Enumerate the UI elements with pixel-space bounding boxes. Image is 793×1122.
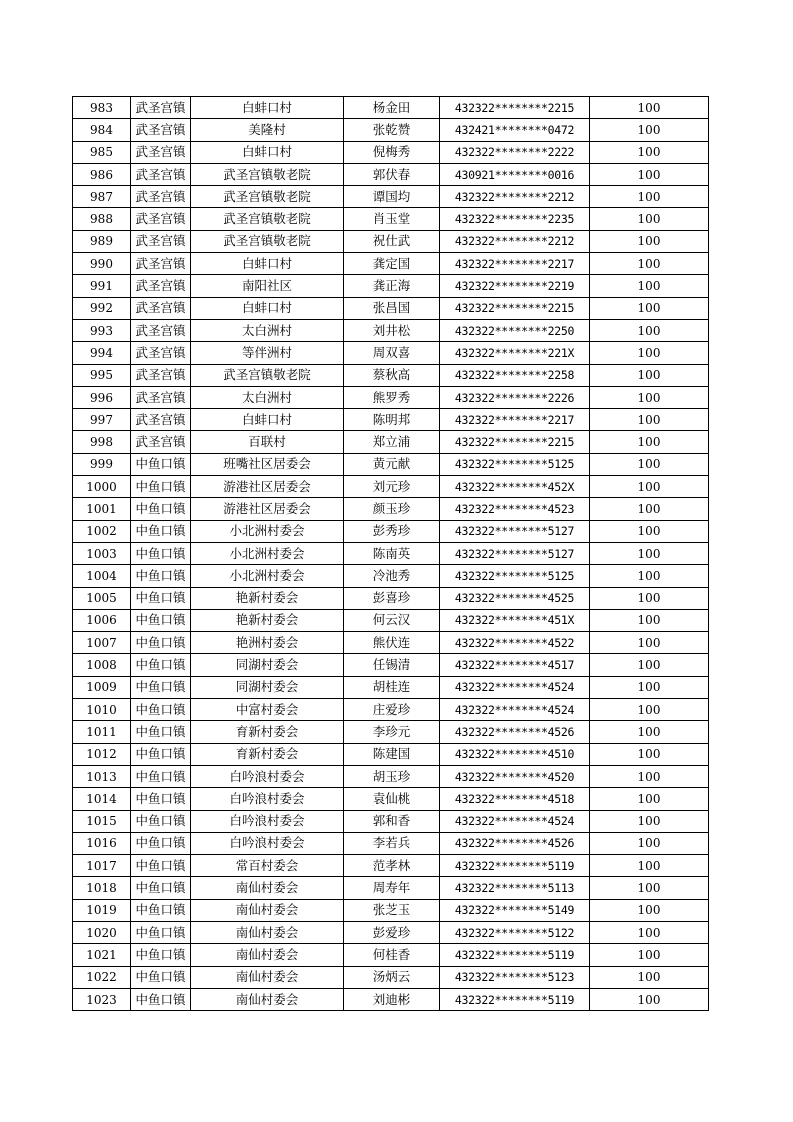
amount-cell: 100 <box>590 921 709 943</box>
table-body <box>73 97 709 1011</box>
id-number-cell: 432322********5123 <box>440 966 590 988</box>
id-number-cell: 432322********2217 <box>440 409 590 431</box>
village-cell: 白蚌口村 <box>191 253 344 275</box>
table-row <box>73 877 709 899</box>
village-cell: 常百村委会 <box>191 855 344 877</box>
person-name-cell: 冷池秀 <box>344 565 440 587</box>
amount-cell: 100 <box>590 476 709 498</box>
village-cell: 白吟浪村委会 <box>191 788 344 810</box>
town-cell: 中鱼口镇 <box>131 743 191 765</box>
id-number-cell: 432322********5125 <box>440 565 590 587</box>
town-cell: 中鱼口镇 <box>131 520 191 542</box>
row-number-cell: 1010 <box>73 699 131 721</box>
row-number-cell: 998 <box>73 431 131 453</box>
row-number-cell: 1021 <box>73 944 131 966</box>
amount-cell: 100 <box>590 721 709 743</box>
village-cell: 南仙村委会 <box>191 921 344 943</box>
town-cell: 中鱼口镇 <box>131 899 191 921</box>
row-number-cell: 1018 <box>73 877 131 899</box>
town-cell: 武圣宫镇 <box>131 386 191 408</box>
amount-cell: 100 <box>590 743 709 765</box>
person-name-cell: 郭和香 <box>344 810 440 832</box>
id-number-cell: 432322********2212 <box>440 230 590 252</box>
table-row <box>73 632 709 654</box>
table-row <box>73 921 709 943</box>
person-name-cell: 肖玉堂 <box>344 208 440 230</box>
table-row <box>73 966 709 988</box>
town-cell: 中鱼口镇 <box>131 699 191 721</box>
town-cell: 武圣宫镇 <box>131 186 191 208</box>
village-cell: 白吟浪村委会 <box>191 810 344 832</box>
id-number-cell: 432322********451X <box>440 609 590 631</box>
id-number-cell: 432322********4518 <box>440 788 590 810</box>
table-row <box>73 476 709 498</box>
id-number-cell: 432322********4526 <box>440 721 590 743</box>
village-cell: 游港社区居委会 <box>191 498 344 520</box>
id-number-cell: 432322********2258 <box>440 364 590 386</box>
id-number-cell: 432322********4517 <box>440 654 590 676</box>
row-number-cell: 1009 <box>73 676 131 698</box>
id-number-cell: 432322********2215 <box>440 297 590 319</box>
person-name-cell: 龚定国 <box>344 253 440 275</box>
town-cell: 中鱼口镇 <box>131 721 191 743</box>
table-row <box>73 988 709 1010</box>
table-row <box>73 97 709 119</box>
village-cell: 育新村委会 <box>191 721 344 743</box>
id-number-cell: 432322********5119 <box>440 855 590 877</box>
amount-cell: 100 <box>590 520 709 542</box>
town-cell: 武圣宫镇 <box>131 319 191 341</box>
amount-cell: 100 <box>590 966 709 988</box>
row-number-cell: 1015 <box>73 810 131 832</box>
row-number-cell: 985 <box>73 141 131 163</box>
row-number-cell: 983 <box>73 97 131 119</box>
row-number-cell: 1001 <box>73 498 131 520</box>
town-cell: 中鱼口镇 <box>131 632 191 654</box>
table-row <box>73 542 709 564</box>
amount-cell: 100 <box>590 587 709 609</box>
village-cell: 美隆村 <box>191 119 344 141</box>
village-cell: 艳新村委会 <box>191 609 344 631</box>
id-number-cell: 432322********2212 <box>440 186 590 208</box>
village-cell: 武圣宫镇敬老院 <box>191 230 344 252</box>
row-number-cell: 1011 <box>73 721 131 743</box>
person-name-cell: 任锡清 <box>344 654 440 676</box>
subsidy-list-table <box>72 96 709 1011</box>
amount-cell: 100 <box>590 944 709 966</box>
amount-cell: 100 <box>590 163 709 185</box>
id-number-cell: 432322********2250 <box>440 319 590 341</box>
town-cell: 武圣宫镇 <box>131 409 191 431</box>
village-cell: 白蚌口村 <box>191 297 344 319</box>
table-row <box>73 520 709 542</box>
village-cell: 武圣宫镇敬老院 <box>191 208 344 230</box>
village-cell: 百联村 <box>191 431 344 453</box>
id-number-cell: 432322********2235 <box>440 208 590 230</box>
amount-cell: 100 <box>590 297 709 319</box>
id-number-cell: 432322********4522 <box>440 632 590 654</box>
village-cell: 同湖村委会 <box>191 654 344 676</box>
amount-cell: 100 <box>590 676 709 698</box>
table-row <box>73 587 709 609</box>
table-row <box>73 275 709 297</box>
town-cell: 武圣宫镇 <box>131 342 191 364</box>
id-number-cell: 432322********2226 <box>440 386 590 408</box>
village-cell: 南仙村委会 <box>191 944 344 966</box>
person-name-cell: 张昌国 <box>344 297 440 319</box>
amount-cell: 100 <box>590 364 709 386</box>
amount-cell: 100 <box>590 498 709 520</box>
row-number-cell: 991 <box>73 275 131 297</box>
village-cell: 艳洲村委会 <box>191 632 344 654</box>
amount-cell: 100 <box>590 832 709 854</box>
row-number-cell: 1005 <box>73 587 131 609</box>
person-name-cell: 彭喜珍 <box>344 587 440 609</box>
row-number-cell: 992 <box>73 297 131 319</box>
table-row <box>73 899 709 921</box>
id-number-cell: 432322********5127 <box>440 542 590 564</box>
village-cell: 南仙村委会 <box>191 899 344 921</box>
amount-cell: 100 <box>590 453 709 475</box>
village-cell: 太白洲村 <box>191 386 344 408</box>
person-name-cell: 刘井松 <box>344 319 440 341</box>
row-number-cell: 994 <box>73 342 131 364</box>
person-name-cell: 周双喜 <box>344 342 440 364</box>
person-name-cell: 熊罗秀 <box>344 386 440 408</box>
village-cell: 武圣宫镇敬老院 <box>191 163 344 185</box>
amount-cell: 100 <box>590 855 709 877</box>
person-name-cell: 谭国均 <box>344 186 440 208</box>
person-name-cell: 彭爱珍 <box>344 921 440 943</box>
amount-cell: 100 <box>590 141 709 163</box>
person-name-cell: 张芝玉 <box>344 899 440 921</box>
town-cell: 武圣宫镇 <box>131 208 191 230</box>
row-number-cell: 1012 <box>73 743 131 765</box>
id-number-cell: 432322********4525 <box>440 587 590 609</box>
row-number-cell: 989 <box>73 230 131 252</box>
village-cell: 育新村委会 <box>191 743 344 765</box>
person-name-cell: 龚正海 <box>344 275 440 297</box>
person-name-cell: 何桂香 <box>344 944 440 966</box>
town-cell: 中鱼口镇 <box>131 476 191 498</box>
town-cell: 中鱼口镇 <box>131 788 191 810</box>
town-cell: 中鱼口镇 <box>131 609 191 631</box>
person-name-cell: 颜玉珍 <box>344 498 440 520</box>
table-row <box>73 364 709 386</box>
amount-cell: 100 <box>590 877 709 899</box>
person-name-cell: 周寿年 <box>344 877 440 899</box>
person-name-cell: 祝仕武 <box>344 230 440 252</box>
village-cell: 等伴洲村 <box>191 342 344 364</box>
table-row <box>73 186 709 208</box>
person-name-cell: 郑立浦 <box>344 431 440 453</box>
table-row <box>73 765 709 787</box>
person-name-cell: 刘迪彬 <box>344 988 440 1010</box>
table-row <box>73 676 709 698</box>
table-row <box>73 208 709 230</box>
village-cell: 小北洲村委会 <box>191 520 344 542</box>
id-number-cell: 432322********5149 <box>440 899 590 921</box>
table-row <box>73 253 709 275</box>
table-row <box>73 453 709 475</box>
id-number-cell: 432322********5125 <box>440 453 590 475</box>
id-number-cell: 432322********4524 <box>440 810 590 832</box>
table-row <box>73 565 709 587</box>
village-cell: 白吟浪村委会 <box>191 765 344 787</box>
table-row <box>73 654 709 676</box>
table-row <box>73 743 709 765</box>
row-number-cell: 986 <box>73 163 131 185</box>
row-number-cell: 990 <box>73 253 131 275</box>
town-cell: 中鱼口镇 <box>131 832 191 854</box>
row-number-cell: 1013 <box>73 765 131 787</box>
id-number-cell: 432322********5119 <box>440 988 590 1010</box>
table-row <box>73 855 709 877</box>
row-number-cell: 1014 <box>73 788 131 810</box>
amount-cell: 100 <box>590 253 709 275</box>
village-cell: 武圣宫镇敬老院 <box>191 186 344 208</box>
id-number-cell: 432322********5127 <box>440 520 590 542</box>
town-cell: 武圣宫镇 <box>131 253 191 275</box>
row-number-cell: 1002 <box>73 520 131 542</box>
town-cell: 中鱼口镇 <box>131 988 191 1010</box>
village-cell: 南仙村委会 <box>191 877 344 899</box>
id-number-cell: 432322********5113 <box>440 877 590 899</box>
person-name-cell: 杨金田 <box>344 97 440 119</box>
table-row <box>73 297 709 319</box>
row-number-cell: 993 <box>73 319 131 341</box>
amount-cell: 100 <box>590 186 709 208</box>
person-name-cell: 范孝林 <box>344 855 440 877</box>
person-name-cell: 陈明邦 <box>344 409 440 431</box>
id-number-cell: 432322********452X <box>440 476 590 498</box>
id-number-cell: 432322********4524 <box>440 676 590 698</box>
id-number-cell: 432322********221X <box>440 342 590 364</box>
table-row <box>73 163 709 185</box>
amount-cell: 100 <box>590 319 709 341</box>
person-name-cell: 黄元献 <box>344 453 440 475</box>
village-cell: 班嘴社区居委会 <box>191 453 344 475</box>
amount-cell: 100 <box>590 230 709 252</box>
table-row <box>73 230 709 252</box>
id-number-cell: 432322********2215 <box>440 431 590 453</box>
row-number-cell: 1000 <box>73 476 131 498</box>
amount-cell: 100 <box>590 788 709 810</box>
amount-cell: 100 <box>590 899 709 921</box>
table-row <box>73 788 709 810</box>
row-number-cell: 1020 <box>73 921 131 943</box>
id-number-cell: 432322********2219 <box>440 275 590 297</box>
table-row <box>73 119 709 141</box>
table-row <box>73 319 709 341</box>
amount-cell: 100 <box>590 765 709 787</box>
table-row <box>73 810 709 832</box>
town-cell: 武圣宫镇 <box>131 141 191 163</box>
amount-cell: 100 <box>590 565 709 587</box>
row-number-cell: 1003 <box>73 542 131 564</box>
row-number-cell: 996 <box>73 386 131 408</box>
person-name-cell: 汤炳云 <box>344 966 440 988</box>
amount-cell: 100 <box>590 431 709 453</box>
town-cell: 武圣宫镇 <box>131 119 191 141</box>
town-cell: 中鱼口镇 <box>131 944 191 966</box>
table-row <box>73 699 709 721</box>
town-cell: 武圣宫镇 <box>131 431 191 453</box>
row-number-cell: 999 <box>73 453 131 475</box>
amount-cell: 100 <box>590 97 709 119</box>
person-name-cell: 张乾赞 <box>344 119 440 141</box>
village-cell: 南仙村委会 <box>191 966 344 988</box>
id-number-cell: 432322********2215 <box>440 97 590 119</box>
row-number-cell: 987 <box>73 186 131 208</box>
village-cell: 小北洲村委会 <box>191 542 344 564</box>
town-cell: 中鱼口镇 <box>131 765 191 787</box>
town-cell: 中鱼口镇 <box>131 542 191 564</box>
village-cell: 同湖村委会 <box>191 676 344 698</box>
village-cell: 南仙村委会 <box>191 988 344 1010</box>
id-number-cell: 432322********5122 <box>440 921 590 943</box>
town-cell: 中鱼口镇 <box>131 966 191 988</box>
village-cell: 中富村委会 <box>191 699 344 721</box>
person-name-cell: 陈建国 <box>344 743 440 765</box>
village-cell: 南阳社区 <box>191 275 344 297</box>
table-row <box>73 498 709 520</box>
amount-cell: 100 <box>590 699 709 721</box>
id-number-cell: 432322********4523 <box>440 498 590 520</box>
id-number-cell: 432322********2217 <box>440 253 590 275</box>
village-cell: 艳新村委会 <box>191 587 344 609</box>
table-row <box>73 342 709 364</box>
row-number-cell: 997 <box>73 409 131 431</box>
town-cell: 中鱼口镇 <box>131 855 191 877</box>
amount-cell: 100 <box>590 409 709 431</box>
person-name-cell: 陈南英 <box>344 542 440 564</box>
id-number-cell: 432322********4520 <box>440 765 590 787</box>
amount-cell: 100 <box>590 810 709 832</box>
amount-cell: 100 <box>590 988 709 1010</box>
table-row <box>73 944 709 966</box>
village-cell: 白蚌口村 <box>191 409 344 431</box>
table-row <box>73 431 709 453</box>
village-cell: 武圣宫镇敬老院 <box>191 364 344 386</box>
row-number-cell: 1022 <box>73 966 131 988</box>
town-cell: 中鱼口镇 <box>131 921 191 943</box>
town-cell: 武圣宫镇 <box>131 297 191 319</box>
village-cell: 太白洲村 <box>191 319 344 341</box>
person-name-cell: 李若兵 <box>344 832 440 854</box>
table-row <box>73 721 709 743</box>
row-number-cell: 995 <box>73 364 131 386</box>
amount-cell: 100 <box>590 386 709 408</box>
amount-cell: 100 <box>590 208 709 230</box>
id-number-cell: 432322********2222 <box>440 141 590 163</box>
person-name-cell: 袁仙桃 <box>344 788 440 810</box>
village-cell: 白蚌口村 <box>191 97 344 119</box>
table-row <box>73 386 709 408</box>
id-number-cell: 432322********4524 <box>440 699 590 721</box>
row-number-cell: 1008 <box>73 654 131 676</box>
amount-cell: 100 <box>590 275 709 297</box>
person-name-cell: 胡桂连 <box>344 676 440 698</box>
table-row <box>73 609 709 631</box>
table-row <box>73 141 709 163</box>
id-number-cell: 432421********0472 <box>440 119 590 141</box>
town-cell: 中鱼口镇 <box>131 498 191 520</box>
row-number-cell: 1007 <box>73 632 131 654</box>
row-number-cell: 988 <box>73 208 131 230</box>
town-cell: 武圣宫镇 <box>131 364 191 386</box>
row-number-cell: 1017 <box>73 855 131 877</box>
village-cell: 白吟浪村委会 <box>191 832 344 854</box>
amount-cell: 100 <box>590 342 709 364</box>
id-number-cell: 430921********0016 <box>440 163 590 185</box>
town-cell: 武圣宫镇 <box>131 163 191 185</box>
id-number-cell: 432322********4510 <box>440 743 590 765</box>
person-name-cell: 熊伏连 <box>344 632 440 654</box>
amount-cell: 100 <box>590 542 709 564</box>
town-cell: 中鱼口镇 <box>131 587 191 609</box>
amount-cell: 100 <box>590 609 709 631</box>
id-number-cell: 432322********4526 <box>440 832 590 854</box>
person-name-cell: 李珍元 <box>344 721 440 743</box>
town-cell: 武圣宫镇 <box>131 230 191 252</box>
town-cell: 武圣宫镇 <box>131 275 191 297</box>
row-number-cell: 1023 <box>73 988 131 1010</box>
town-cell: 中鱼口镇 <box>131 676 191 698</box>
town-cell: 中鱼口镇 <box>131 654 191 676</box>
table-row <box>73 409 709 431</box>
person-name-cell: 庄爱珍 <box>344 699 440 721</box>
town-cell: 中鱼口镇 <box>131 453 191 475</box>
person-name-cell: 彭秀珍 <box>344 520 440 542</box>
town-cell: 中鱼口镇 <box>131 565 191 587</box>
row-number-cell: 1004 <box>73 565 131 587</box>
town-cell: 中鱼口镇 <box>131 810 191 832</box>
row-number-cell: 1016 <box>73 832 131 854</box>
row-number-cell: 984 <box>73 119 131 141</box>
amount-cell: 100 <box>590 654 709 676</box>
village-cell: 游港社区居委会 <box>191 476 344 498</box>
person-name-cell: 郭伏春 <box>344 163 440 185</box>
person-name-cell: 倪梅秀 <box>344 141 440 163</box>
amount-cell: 100 <box>590 632 709 654</box>
person-name-cell: 蔡秋高 <box>344 364 440 386</box>
person-name-cell: 胡玉珍 <box>344 765 440 787</box>
person-name-cell: 何云汉 <box>344 609 440 631</box>
village-cell: 白蚌口村 <box>191 141 344 163</box>
amount-cell: 100 <box>590 119 709 141</box>
table-row <box>73 832 709 854</box>
row-number-cell: 1019 <box>73 899 131 921</box>
village-cell: 小北洲村委会 <box>191 565 344 587</box>
person-name-cell: 刘元珍 <box>344 476 440 498</box>
town-cell: 中鱼口镇 <box>131 877 191 899</box>
id-number-cell: 432322********5119 <box>440 944 590 966</box>
town-cell: 武圣宫镇 <box>131 97 191 119</box>
row-number-cell: 1006 <box>73 609 131 631</box>
